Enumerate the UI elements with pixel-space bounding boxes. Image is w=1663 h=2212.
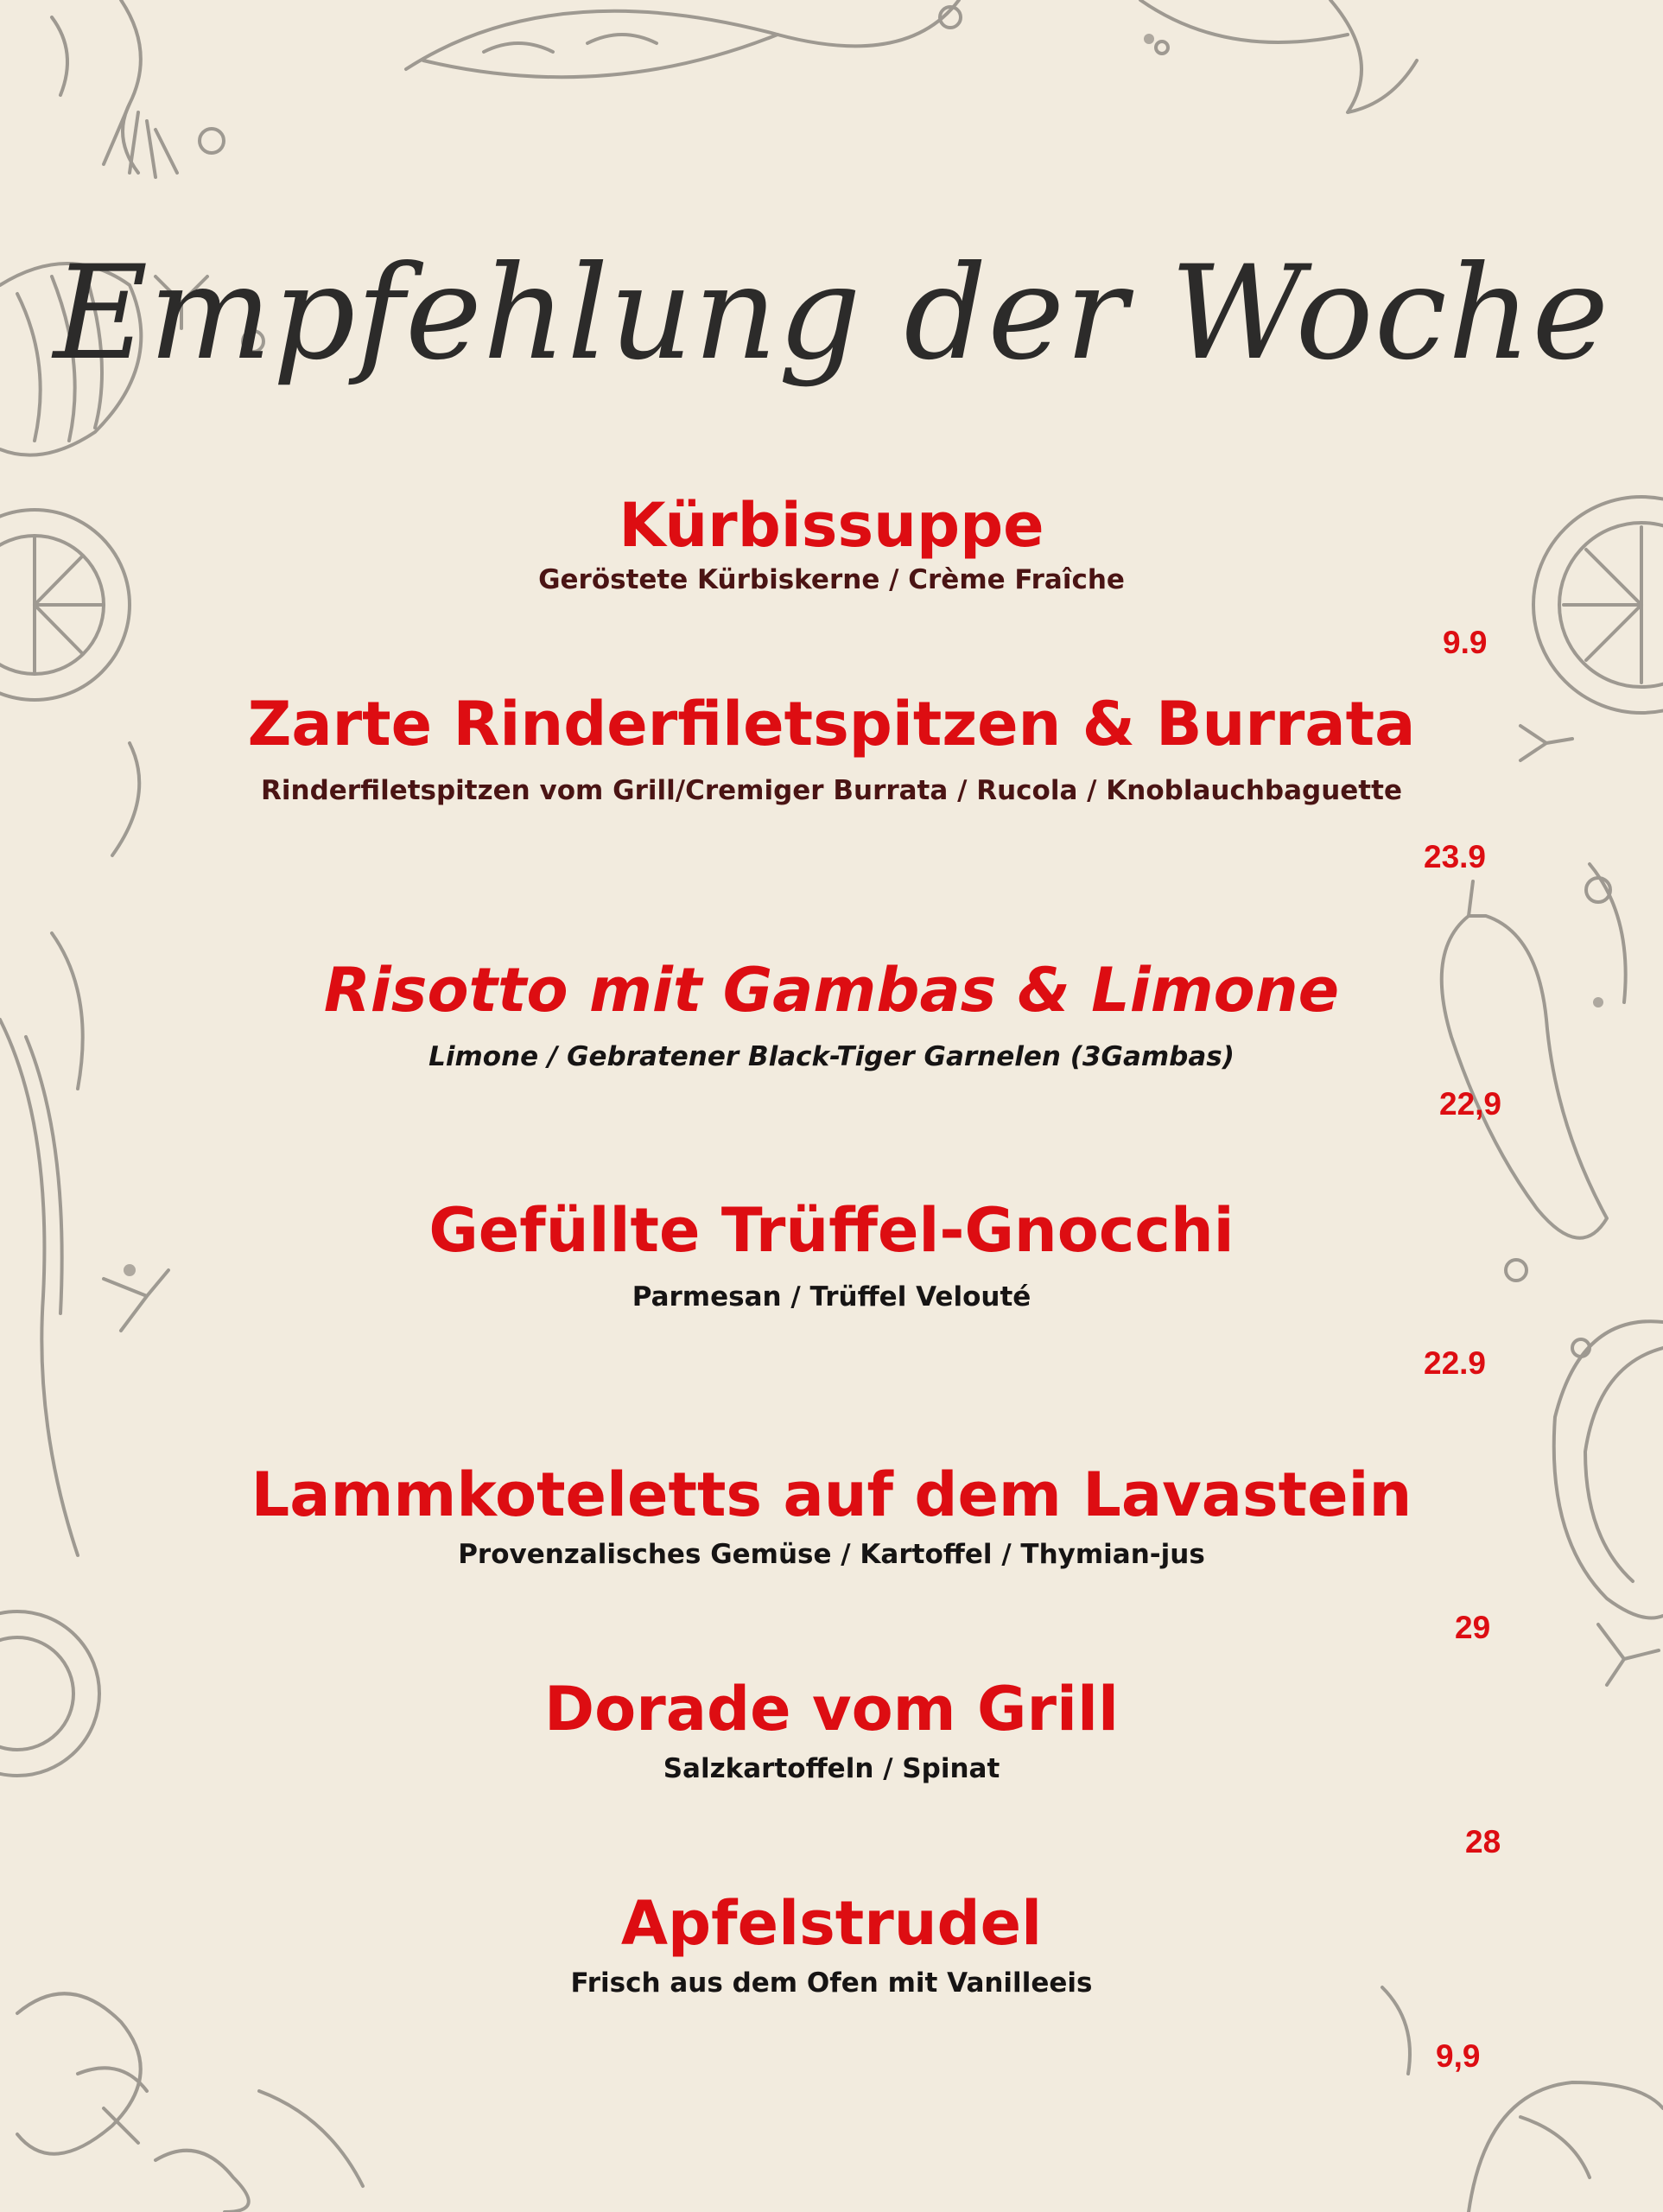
dish-price: 9,9 (1436, 2038, 1481, 2074)
dish-price: 22,9 (1439, 1086, 1502, 1122)
dish-price: 28 (1465, 1824, 1501, 1859)
shrimp-sketch-icon (52, 0, 224, 177)
herb-sprig-sketch-icon (0, 743, 168, 1555)
dish-name: Dorade vom Grill (544, 1674, 1119, 1745)
menu-item (0, 1459, 1663, 1573)
menu-item (0, 954, 1663, 1075)
dish-name: Lammkoteletts auf dem Lavastein (251, 1459, 1412, 1530)
crab-sketch-icon (17, 1993, 363, 2212)
dish-price: 22.9 (1424, 1345, 1487, 1381)
menu-title: Empfehlung der Woche (53, 238, 1610, 389)
dish-description: Frisch aus dem Ofen mit Vanilleeis (570, 1967, 1093, 1999)
dish-description: Rinderfiletspitzen vom Grill/Cremiger Burrata / Rucola / Knoblauchbaguette (261, 775, 1402, 806)
menu-item (0, 489, 1663, 598)
dish-name: Gefüllte Trüffel-Gnocchi (428, 1195, 1235, 1266)
dish-description: Parmesan / Trüffel Velouté (632, 1281, 1031, 1313)
dish-name: Risotto mit Gambas & Limone (323, 955, 1340, 1026)
menu-item (0, 1194, 1663, 1315)
dish-price: 23.9 (1424, 839, 1487, 874)
menu-item (0, 1673, 1663, 1787)
menu-item (0, 1887, 1663, 2001)
dish-name: Apfelstrudel (620, 1888, 1043, 1959)
menu-item (0, 688, 1663, 809)
dish-name: Zarte Rinderfiletspitzen & Burrata (247, 689, 1416, 760)
dish-name: Kürbissuppe (619, 490, 1044, 561)
herb-sprig-sketch-icon (1140, 0, 1417, 112)
dish-description: Salzkartoffeln / Spinat (663, 1753, 1000, 1784)
fish-sketch-icon (406, 0, 961, 77)
dish-price: 29 (1455, 1610, 1491, 1645)
peppercorn-sketch-icon (1144, 34, 1154, 44)
shrimp-sketch-icon (1382, 1987, 1663, 2212)
dish-description: Geröstete Kürbiskerne / Crème Fraîche (538, 564, 1125, 595)
dish-description: Limone / Gebratener Black-Tiger Garnelen (3Gambas) (428, 1041, 1235, 1072)
dish-description: Provenzalisches Gemüse / Kartoffel / Thymian-jus (458, 1539, 1205, 1570)
dish-price: 9.9 (1443, 625, 1488, 660)
